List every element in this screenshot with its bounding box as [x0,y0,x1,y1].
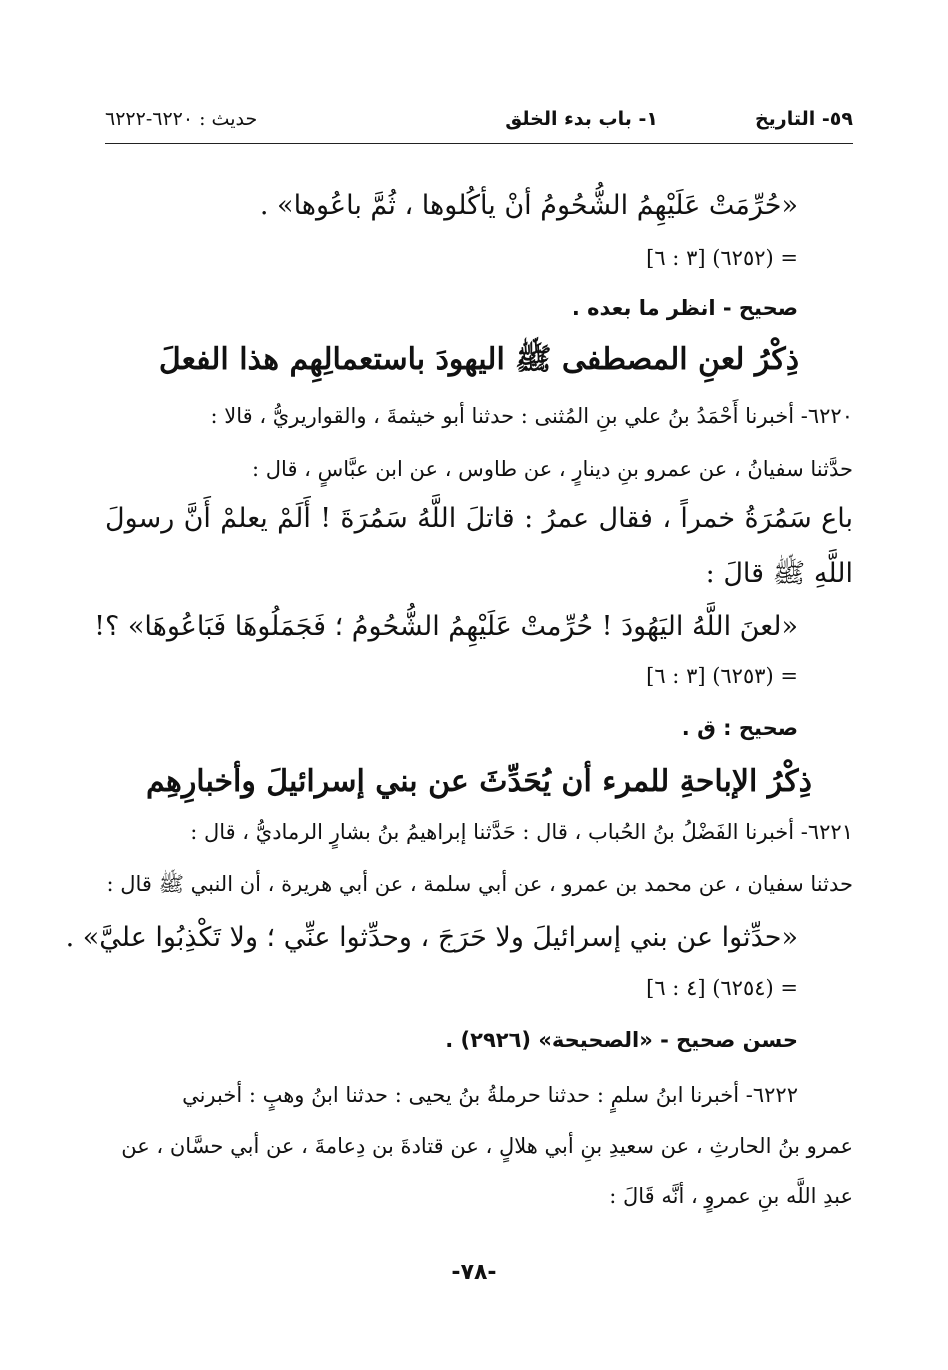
page-number: -٧٨- [451,1260,497,1285]
text-line: حدَّثنا سفيانُ ، عن عمرو بنِ دينارٍ ، عن طاوس ، عن ابن عبَّاسٍ ، قال : [252,457,853,481]
cross-reference: = (٦٢٥٣) [٣ : ٦] [646,664,798,688]
text-line: عمرو بنُ الحارثِ ، عن سعيدِ بنِ أبي هلالٍ ، عن قتادةَ بن دِعامةَ ، عن أبي حسَّان ، عن [121,1134,853,1158]
cross-reference: = (٦٢٥٤) [٤ : ٦] [646,976,798,1000]
text-line: «حدِّثوا عن بني إسرائيلَ ولا حَرَجَ ، وحدِّثوا عنِّي ؛ ولا تَكْذِبُوا عليَّ» . [65,922,798,953]
text-line: ٦٢٢١- أخبرنا الفَضْلُ بنُ الحُباب ، قال : حَدَّثنا إبراهيمُ بنُ بشارٍ الرماديُّ ، قال : [190,820,853,844]
grading-note: صحيح - انظر ما بعده . [571,296,798,320]
running-header [105,108,853,140]
header-hadith-range: حديث : ٦٢٢٠-٦٢٢٢ [105,108,258,130]
cross-reference: = (٦٢٥٢) [٣ : ٦] [646,246,798,270]
header-book-title: ٥٩- التاريخ [754,108,853,130]
text-line: «حُرِّمَتْ عَلَيْهِمُ الشُّحُومُ أنْ يأكُلوها ، ثُمَّ باعُوها» . [259,190,798,221]
header-divider [105,143,853,144]
header-chapter-title: ١- باب بدء الخلق [505,108,658,130]
text-line: «لعنَ اللَّهُ اليَهُودَ ! حُرِّمتْ عَلَيْهِمُ الشُّحُومُ ؛ فَجَمَلُوهَا فَبَاعُوهَا» ؟! [94,611,798,642]
text-line: حدثنا سفيان ، عن محمد بن عمرو ، عن أبي سلمة ، عن أبي هريرة ، أن النبي ﷺ قال : [106,872,853,896]
text-line: ٦٢٢٠- أخبرنا أَحْمَدُ بنُ علي بنِ المُثنى : حدثنا أبو خيثمةَ ، والقواريريُّ ، قالا : [210,404,853,428]
text-line: عبدِ اللَّه بنِ عمروٍ ، أنَّه قَالَ : [609,1184,853,1208]
grading-note: حسن صحيح - «الصحيحة» (٢٩٢٦) . [445,1028,798,1052]
section-heading: ذِكْرُ لعنِ المصطفى ﷺ اليهودَ باستعمالِهِم هذا الفعلَ [158,342,800,377]
grading-note: صحيح : ق . [681,716,798,740]
text-line: باع سَمُرَةُ خمراً ، فقال عمرُ : قاتلَ اللَّهُ سَمُرَةَ ! أَلَمْ يعلمْ أَنَّ رسولَ [105,503,853,534]
section-heading: ذِكْرُ الإباحةِ للمرء أن يُحَدِّثَ عن بني إسرائيلَ وأخبارِهِم [146,764,812,799]
text-line: ٦٢٢٢- أخبرنا ابنُ سلمٍ : حدثنا حرملةُ بنُ يحيى : حدثنا ابنُ وهبٍ : أخبرني [182,1083,798,1107]
text-line: اللَّهِ ﷺ قالَ : [705,558,853,589]
